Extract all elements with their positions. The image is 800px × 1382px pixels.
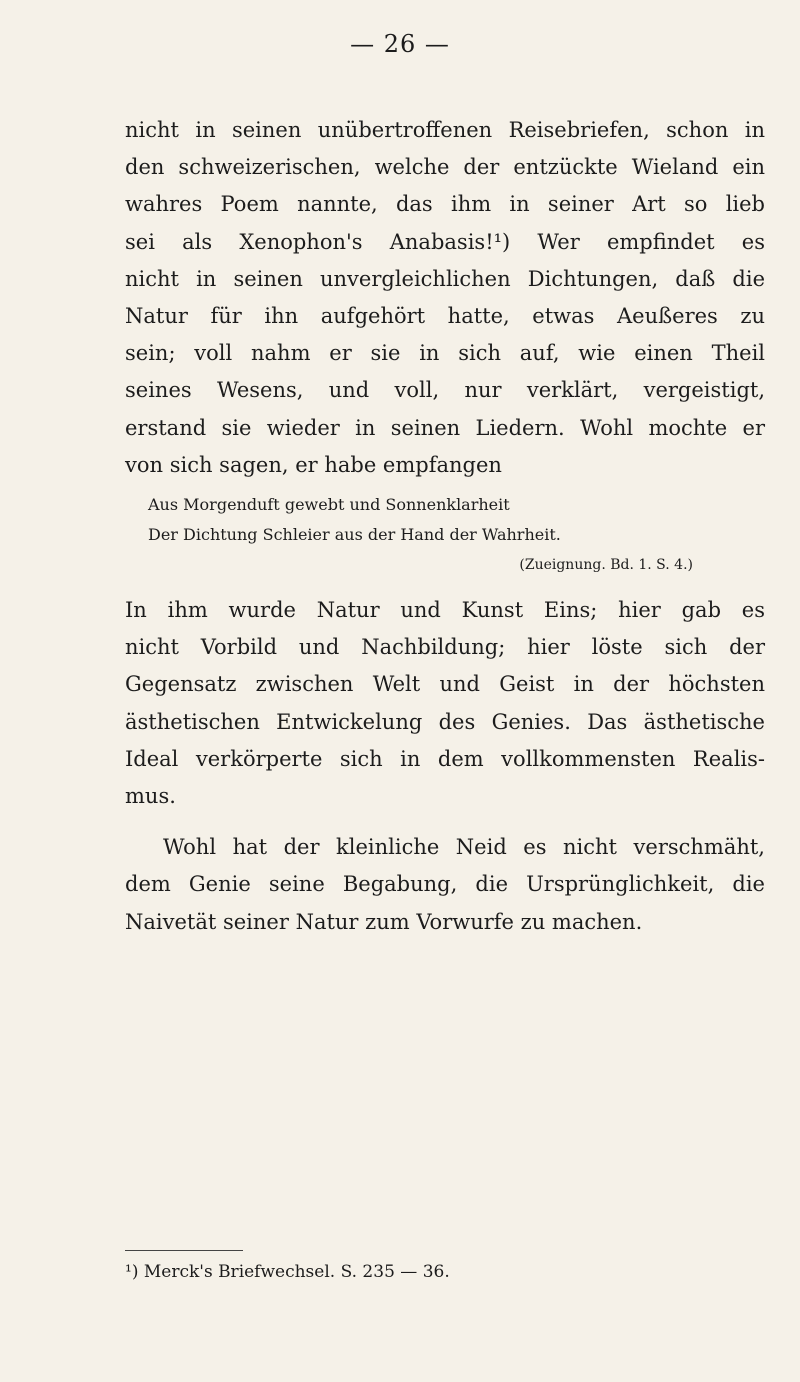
paragraph-3 xyxy=(125,829,765,941)
quote-line: Der Dichtung Schleier aus der Hand der Wahrheit. xyxy=(148,525,561,545)
body-text xyxy=(125,112,765,941)
text-line: Naivetät seiner Natur zum Vorwurfe zu machen. xyxy=(125,909,643,934)
text-line: sei als Xenophon's Anabasis!¹) Wer empfindet es xyxy=(125,229,765,254)
text-line: nicht in seinen unübertroffenen Reisebriefen, schon in xyxy=(125,118,765,142)
page-number: — 26 — xyxy=(350,30,450,58)
text-line: wahres Poem nannte, das ihm in seiner Art so lieb xyxy=(125,192,765,217)
quote-line: Aus Morgenduft gewebt und Sonnenklarheit xyxy=(148,495,510,515)
text-line: Gegensatz zwischen Welt und Geist in der höchsten xyxy=(125,672,765,697)
text-line: von sich sagen, er habe empfangen xyxy=(125,452,502,477)
text-line: nicht in seinen unvergleichlichen Dichtungen, daß die xyxy=(125,266,765,291)
text-line: erstand sie wieder in seinen Liedern. Wohl mochte er xyxy=(125,415,765,440)
text-line: nicht Vorbild und Nachbildung; hier löste sich der xyxy=(125,635,765,660)
text-line: den schweizerischen, welche der entzückte Wieland ein xyxy=(125,155,765,180)
text-line: In ihm wurde Natur und Kunst Eins; hier gab es xyxy=(125,598,765,623)
text-line: Ideal verkörperte sich in dem vollkommensten Realis- xyxy=(125,746,765,771)
text-line: dem Genie seine Begabung, die Ursprünglichkeit, die xyxy=(125,872,765,897)
footnote: ¹) Merck's Briefwechsel. S. 235 — 36. xyxy=(125,1262,450,1282)
text-line: sein; voll nahm er sie in sich auf, wie einen Theil xyxy=(125,341,765,366)
text-line: Wohl hat der kleinliche Neid es nicht verschmäht, xyxy=(163,835,765,860)
quote-citation: (Zueignung. Bd. 1. S. 4.) xyxy=(519,557,693,574)
text-line: ästhetischen Entwickelung des Genies. Das ästhetische xyxy=(125,709,765,734)
text-line: mus. xyxy=(125,784,176,809)
verse-quote xyxy=(125,490,765,580)
paragraph-2 xyxy=(125,592,765,815)
footnote-divider xyxy=(125,1250,243,1251)
paragraph-1 xyxy=(125,112,765,484)
text-line: seines Wesens, und voll, nur verklärt, vergeistigt, xyxy=(125,378,765,403)
text-line: Natur für ihn aufgehört hatte, etwas Aeußeres zu xyxy=(125,304,765,329)
